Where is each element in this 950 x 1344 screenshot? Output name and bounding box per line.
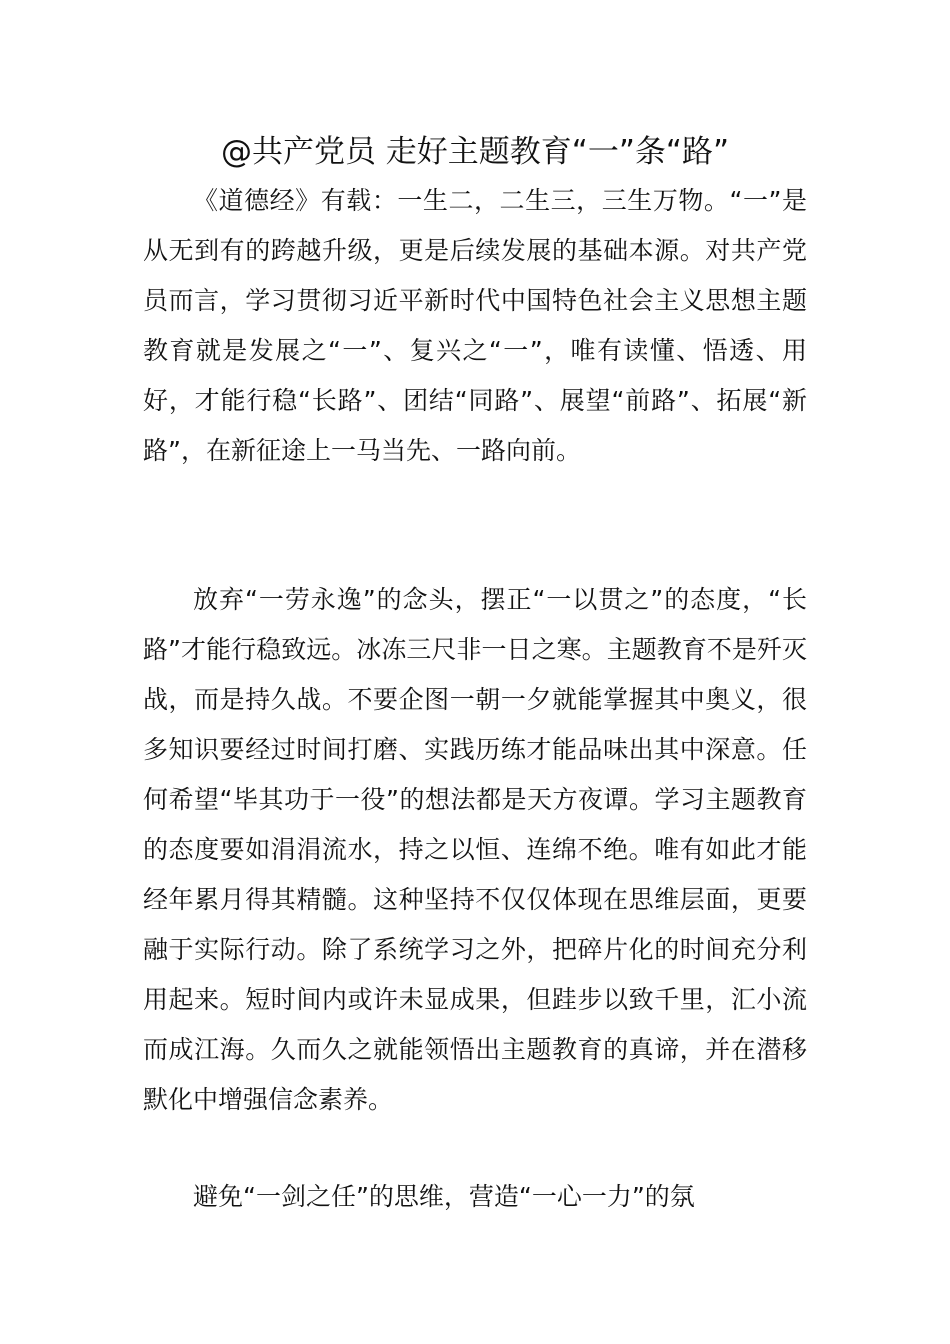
paragraph-intro: 《道德经》有载：一生二，二生三，三生万物。“一”是从无到有的跨越升级，更是后续发展的基础本源。对共产党员而言，学习贯彻习近平新时代中国特色社会主义思想主题教育就是发展之“一”、复兴之“一”，唯有读懂、悟透、用好，才能行稳“长路”、团结“同路”、展望“前路”、拓展“新路”，在新征途上一马当先、一路向前。 [143, 186, 807, 465]
paragraph-long-road: 放弃“一劳永逸”的念头，摆正“一以贯之”的态度，“长路”才能行稳致远。冰冻三尺非一日之寒。主题教育不是歼灭战，而是持久战。不要企图一朝一夕就能掌握其中奥义，很多知识要经过时间打磨、实践历练才能品味出其中深意。任何希望“毕其功于一役”的想法都是天方夜谭。学习主题教育的态度要如涓涓流水，持之以恒、连绵不绝。唯有如此才能经年累月得其精髓。这种坚持不仅仅体现在思维层面，更要融于实际行动。除了系统学习之外，把碎片化的时间充分利用起来。短时间内或许未显成果，但跬步以致千里，汇小流而成江海。久而久之就能领悟出主题教育的真谛，并在潜移默化中增强信念素养。 [143, 585, 807, 1114]
paragraph-one-mind: 避免“一剑之任”的思维，营造“一心一力”的氛 [193, 1182, 695, 1211]
document-title: @共产党员 走好主题教育“一”条“路” [220, 134, 730, 170]
